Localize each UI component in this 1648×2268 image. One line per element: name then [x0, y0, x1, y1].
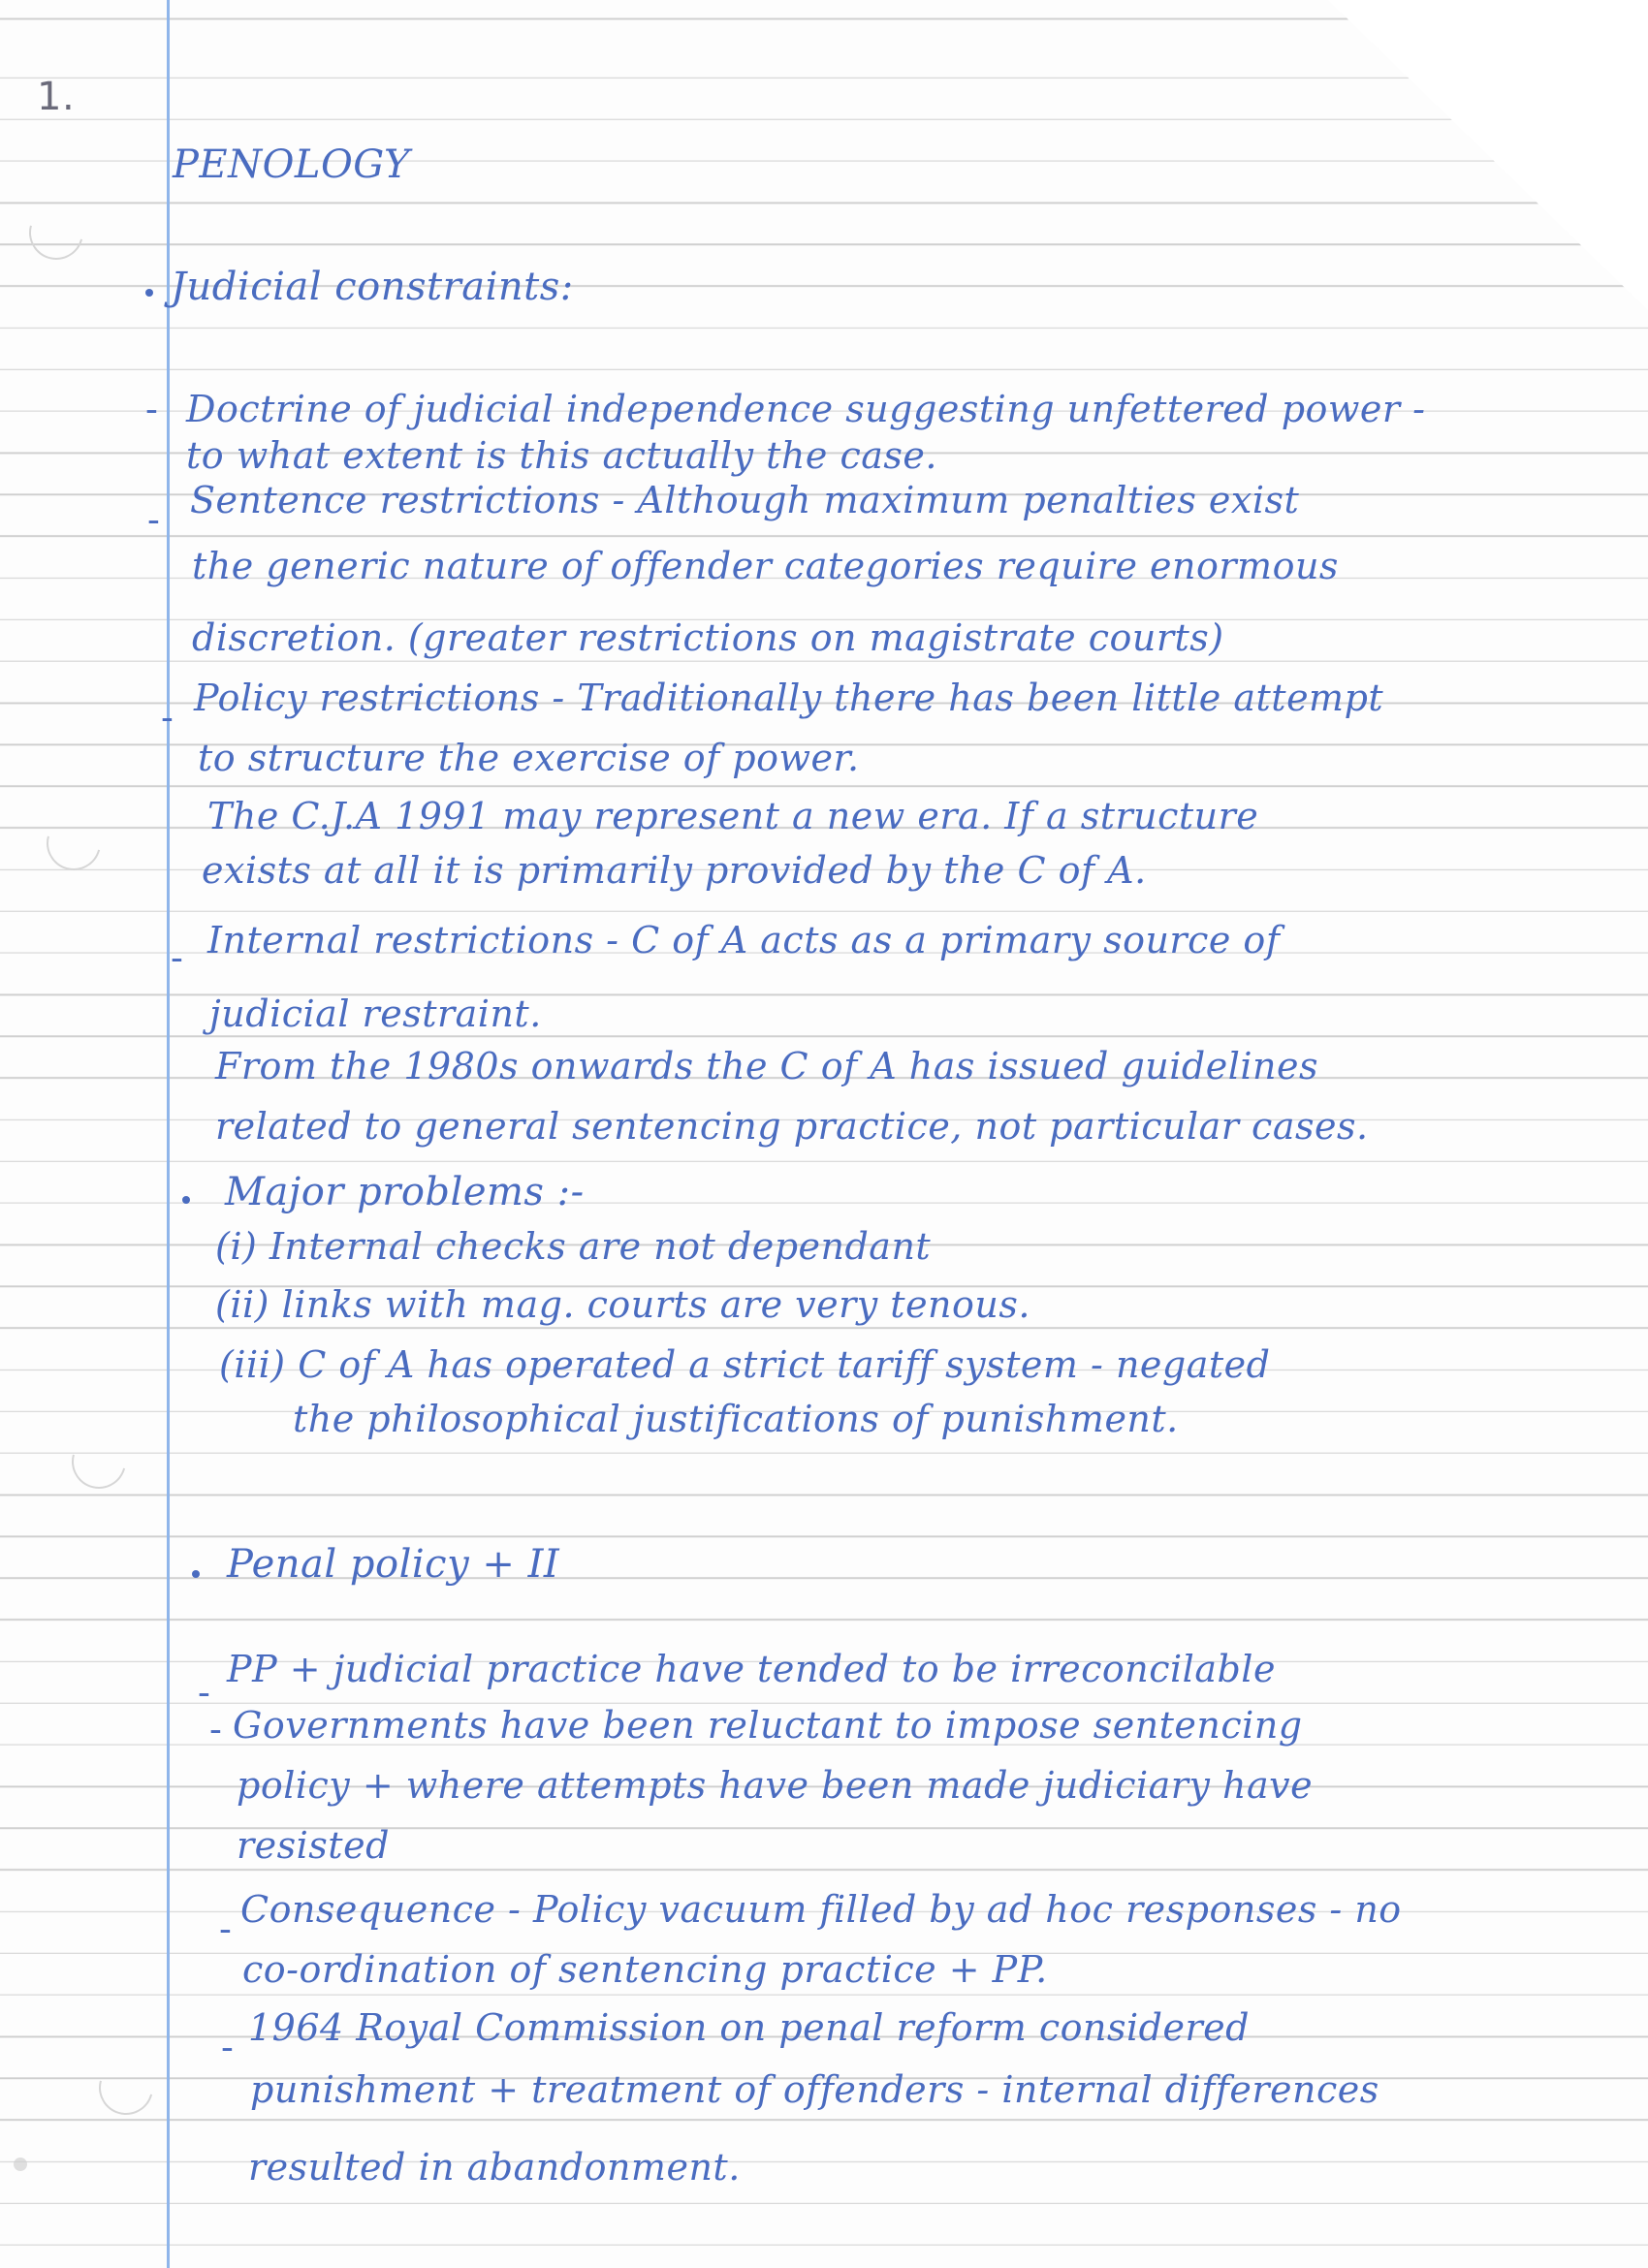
dash-icon: - [198, 1671, 210, 1714]
smudge-mark [14, 2158, 27, 2171]
note-line: related to general sentencing practice, not particular cases. [215, 1105, 1369, 1148]
margin-rule [167, 0, 170, 2268]
note-line: resisted [237, 1824, 390, 1867]
note-line: discretion. (greater restrictions on magistrate courts) [192, 616, 1224, 659]
note-line: to what extent is this actually the case. [186, 434, 937, 477]
problem-item: (iii) C of A has operated a strict tariff system - negated [219, 1343, 1271, 1386]
note-line: Doctrine of judicial independence suggesting unfettered power - [186, 388, 1426, 430]
note-line: the generic nature of offender categories require enormous [192, 545, 1339, 587]
note-line: 1964 Royal Commission on penal reform considered [248, 2006, 1250, 2049]
bullet-icon [192, 1570, 200, 1578]
note-line: Governments have been reluctant to impose sentencing [233, 1704, 1303, 1747]
bullet-icon [145, 289, 153, 297]
note-line: policy + where attempts have been made judiciary have [237, 1764, 1314, 1807]
note-line: The C.J.A 1991 may represent a new era. If a structure [207, 795, 1259, 837]
problem-item: (i) Internal checks are not dependant [215, 1225, 932, 1268]
punch-hole-1 [19, 196, 93, 269]
dash-icon: - [161, 696, 174, 739]
dash-icon: - [209, 1708, 222, 1750]
torn-corner [1328, 0, 1648, 310]
section-heading-judicial-constraints: Judicial constraints: [171, 265, 574, 309]
dash-icon: - [171, 936, 183, 979]
dash-icon: - [145, 388, 158, 430]
dash-icon: - [147, 498, 160, 541]
note-line: Sentence restrictions - Although maximum penalties exist [190, 479, 1300, 521]
note-line: punishment + treatment of offenders - internal differences [250, 2068, 1379, 2111]
page-title: PENOLOGY [173, 142, 410, 187]
note-line: Internal restrictions - C of A acts as a primary source of [207, 919, 1281, 961]
dash-icon: - [221, 2026, 234, 2068]
section-heading-major-problems: Major problems :- [225, 1170, 585, 1214]
punch-hole-3 [62, 1425, 136, 1498]
note-line: From the 1980s onwards the C of A has issued guidelines [215, 1045, 1318, 1087]
punch-hole-2 [37, 806, 111, 880]
note-line: PP + judicial practice have tended to be irreconcilable [227, 1648, 1276, 1690]
page-number: 1. [37, 75, 76, 119]
note-line: exists at all it is primarily provided by the C of A. [202, 849, 1147, 892]
section-heading-penal-policy: Penal policy + II [227, 1542, 560, 1587]
note-line: Policy restrictions - Traditionally there has been little attempt [194, 677, 1384, 719]
note-line: Consequence - Policy vacuum filled by ad hoc responses - no [240, 1888, 1402, 1931]
note-line: co-ordination of sentencing practice + PP. [242, 1948, 1048, 1991]
note-line: resulted in abandonment. [248, 2146, 741, 2189]
note-line: to structure the exercise of power. [198, 737, 860, 779]
problem-item: (ii) links with mag. courts are very tenous. [215, 1283, 1030, 1326]
bullet-icon [182, 1196, 190, 1204]
punch-hole-4 [89, 2051, 163, 2125]
dash-icon: - [219, 1907, 232, 1950]
problem-item: the philosophical justifications of punishment. [293, 1398, 1179, 1440]
note-line: judicial restraint. [209, 992, 542, 1035]
